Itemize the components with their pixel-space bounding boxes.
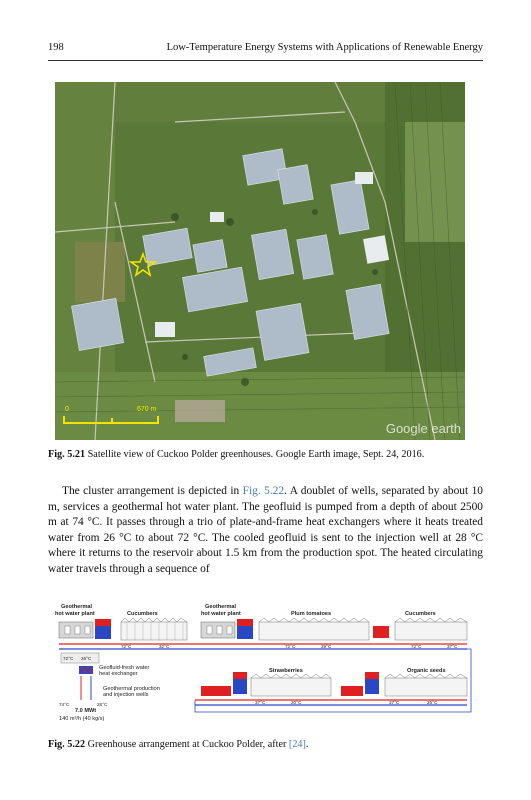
cucumbers1-label: Cucumbers bbox=[127, 611, 158, 617]
body-text-2: . A doublet of wells, separated by about 10 m, services a geothermal hot water plant. The geofluid is pumped from a depth of about 2500 m at 74 °C. It passes through a trio of plate-and-frame heat exchangers where it heats treated water from 26 °C to about 72 °C. The cooled geofluid is sent to the injection well at 28 °C where it returns to the reservoir about 1.5 km from the production spot. The heated circulating water travels through a sequence of bbox=[48, 485, 483, 575]
flow-label: 140 m³/h (40 kg/s) bbox=[59, 716, 105, 722]
temp-74: 74°C bbox=[59, 702, 70, 707]
temp-37c: 37°C bbox=[389, 700, 400, 705]
temp-26b: 26°C bbox=[427, 700, 438, 705]
wells-label-l2: and injection wells bbox=[103, 692, 149, 698]
caption-label-2: Fig. 5.22 bbox=[48, 739, 86, 750]
plant1-label-l2: hot water plant bbox=[55, 611, 95, 617]
plant1-label-l1: Geothermal bbox=[61, 604, 93, 610]
strawberries-label: Strawberries bbox=[269, 668, 303, 674]
caption-ref-link[interactable]: [24] bbox=[288, 739, 306, 750]
temp-37b: 37°C bbox=[255, 700, 266, 705]
cucumbers2-label: Cucumbers bbox=[405, 611, 436, 617]
temp-26a: 26°C bbox=[81, 656, 92, 661]
body-paragraph bbox=[48, 484, 483, 578]
figure-caption-2 bbox=[48, 738, 483, 751]
temp-72b: 72°C bbox=[121, 644, 132, 649]
temp-72a: 72°C bbox=[63, 656, 74, 661]
greenhouse-diagram bbox=[55, 600, 475, 730]
temp-20: 20°C bbox=[291, 700, 302, 705]
figure-caption-1 bbox=[48, 448, 483, 461]
scale-bar bbox=[63, 406, 163, 432]
header-rule bbox=[48, 60, 483, 61]
plum-label: Plum tomatoes bbox=[291, 611, 332, 617]
page-header bbox=[48, 42, 483, 58]
figure-ref-link[interactable]: Fig. 5.22 bbox=[242, 485, 285, 497]
plant2-label-l2: hot water plant bbox=[201, 611, 241, 617]
caption-text-2: Greenhouse arrangement at Cuckoo Polder, after bbox=[87, 739, 289, 750]
page-number: 198 bbox=[48, 42, 64, 53]
mwt-label: 7.0 MWt bbox=[75, 708, 97, 714]
hx-label-l2: heat exchanger bbox=[99, 671, 138, 677]
temp-72d: 72°C bbox=[411, 644, 422, 649]
hx-label-l1: Geofluid-fresh water bbox=[99, 665, 150, 671]
organic-label: Organic seeds bbox=[407, 668, 446, 674]
caption-text: Satellite view of Cuckoo Polder greenhouses. Google Earth image, Sept. 24, 2016. bbox=[87, 449, 425, 460]
scale-start: 0 bbox=[65, 406, 69, 413]
temp-72c: 72°C bbox=[285, 644, 296, 649]
plant2-label-l1: Geothermal bbox=[205, 604, 237, 610]
caption-label: Fig. 5.21 bbox=[48, 449, 86, 460]
temp-37: 37°C bbox=[447, 644, 458, 649]
temp-28: 28°C bbox=[97, 702, 108, 707]
caption-end: . bbox=[305, 739, 309, 750]
satellite-image bbox=[55, 82, 465, 440]
temp-29: 29°C bbox=[321, 644, 332, 649]
wells-label-l1: Geothermal production bbox=[103, 686, 160, 692]
body-text-1: The cluster arrangement is depicted in bbox=[62, 485, 243, 497]
google-earth-watermark: Google earth bbox=[385, 421, 461, 436]
running-title: Low-Temperature Energy Systems with Applications of Renewable Energy bbox=[166, 42, 483, 53]
scale-end: 670 m bbox=[137, 406, 157, 413]
temp-32: 32°C bbox=[159, 644, 170, 649]
